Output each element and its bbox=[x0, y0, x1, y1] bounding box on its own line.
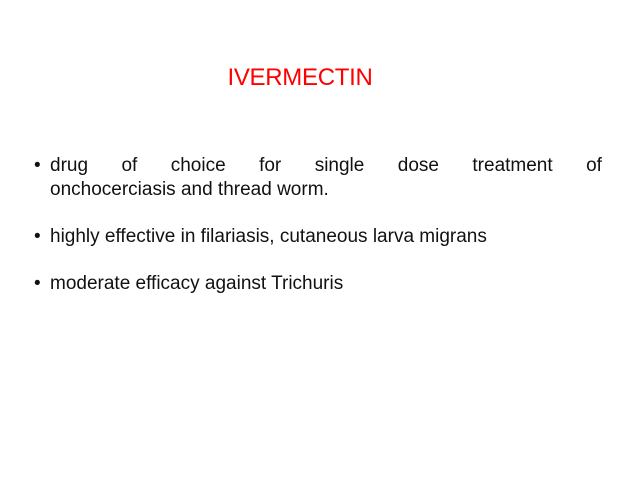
bullet-1-word: drug bbox=[50, 155, 89, 176]
bullet-1-line-1 bbox=[50, 154, 602, 178]
bullet-1-word: of bbox=[121, 155, 138, 176]
bullet-marker: • bbox=[34, 226, 41, 247]
bullet-1-word: choice bbox=[170, 155, 226, 176]
bullet-1-word: dose bbox=[397, 155, 439, 176]
bullet-1-word: treatment bbox=[472, 155, 553, 176]
bullet-marker: • bbox=[34, 155, 41, 176]
bullet-1-word: of bbox=[586, 155, 602, 176]
bullet-1-line-2: onchocerciasis and thread worm. bbox=[50, 179, 329, 200]
bullet-2-text: highly effective in filariasis, cutaneous larva migrans bbox=[50, 226, 487, 247]
slide-title-text: IVERMECTIN bbox=[227, 64, 373, 91]
bullet-1-word: for bbox=[259, 155, 282, 176]
bullet-item-1 bbox=[34, 154, 602, 202]
bullet-1-word: single bbox=[314, 155, 365, 176]
slide-title bbox=[0, 62, 638, 94]
bullet-item-2 bbox=[34, 225, 602, 249]
bullet-marker: • bbox=[34, 273, 41, 294]
bullet-3-text: moderate efficacy against Trichuris bbox=[50, 273, 344, 294]
bullet-item-3 bbox=[34, 272, 602, 296]
bullet-list bbox=[34, 154, 602, 319]
